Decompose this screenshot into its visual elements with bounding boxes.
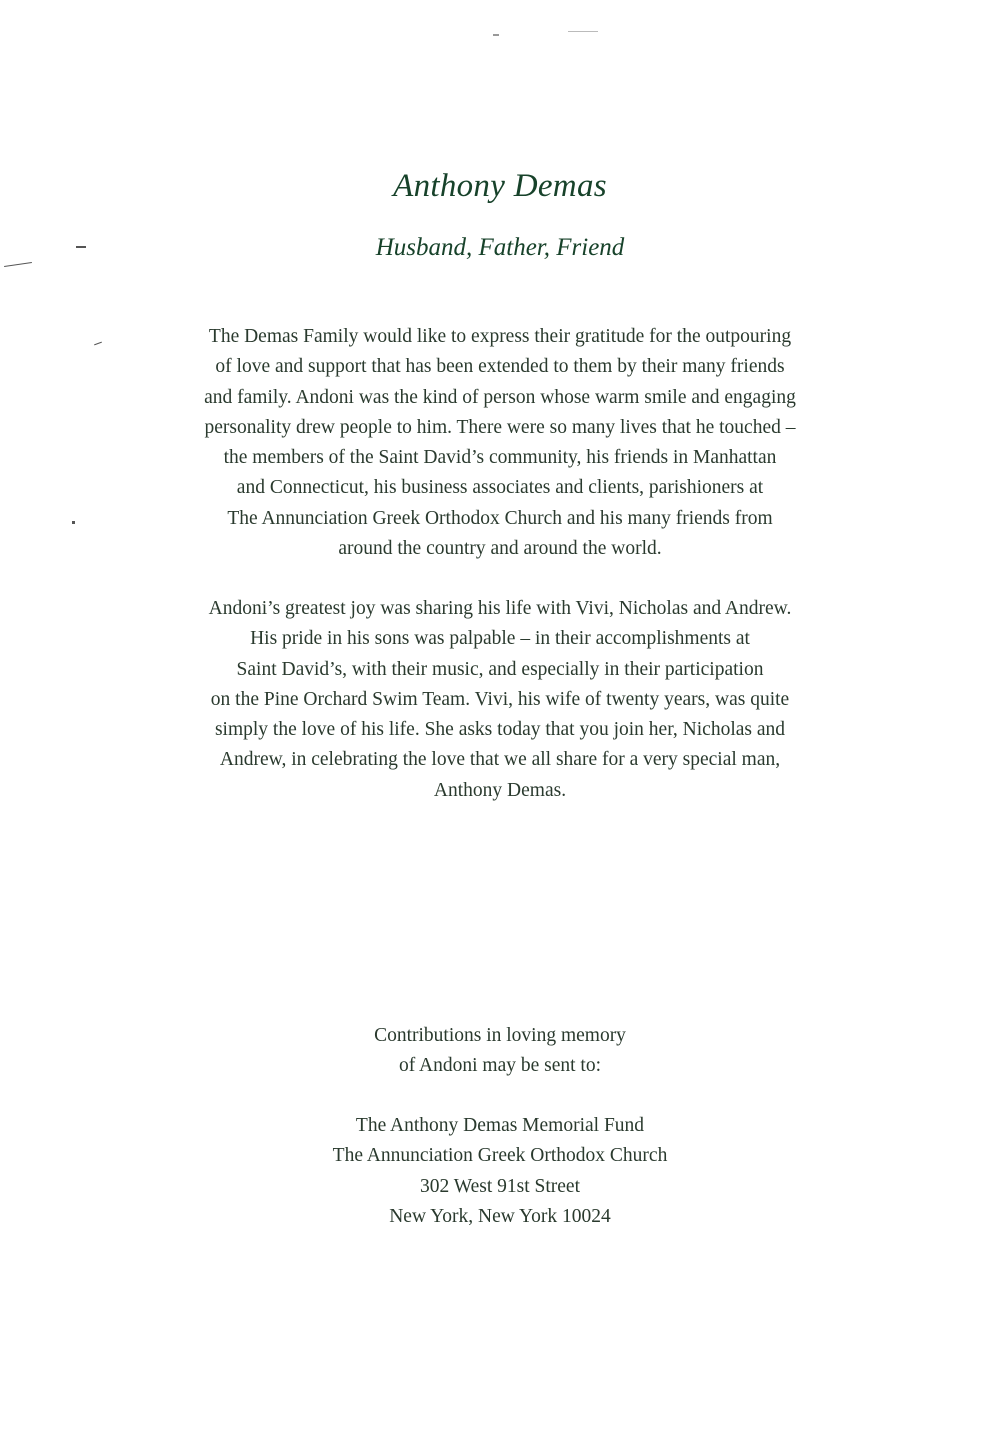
paragraph-line: His pride in his sons was palpable – in their accomplishments at [250,628,750,650]
deceased-name: Anthony Demas [393,168,607,204]
contributions-note [0,1021,1000,1082]
fund-name: The Anthony Demas Memorial Fund [355,1115,645,1136]
paragraph-line: and family. Andoni was the kind of person whose warm smile and engaging [204,386,796,408]
paragraph-line: of love and support that has been extended to them by their many friends [215,356,785,378]
mailing-address [0,1111,1000,1232]
scan-speck [568,31,598,32]
family-paragraph [0,594,1000,806]
contributions-line: Contributions in loving memory [374,1025,626,1046]
paragraph-line: simply the love of his life. She asks today that you join her, Nicholas and [214,719,786,741]
paragraph-line: around the country and around the world. [338,538,662,560]
paragraph-line: Andrew, in celebrating the love that we all share for a very special man, [219,749,781,771]
paragraph-line: Andoni’s greatest joy was sharing his life with Vivi, Nicholas and Andrew. [208,598,792,619]
paragraph-line: on the Pine Orchard Swim Team. Vivi, his wife of twenty years, was quite [210,688,790,710]
paragraph-line: the members of the Saint David’s community, his friends in Manhattan [223,447,777,469]
city-state-zip: New York, New York 10024 [389,1205,611,1227]
street-address: 302 West 91st Street [419,1175,581,1197]
paragraph-line: The Demas Family would like to express their gratitude for the outpouring [208,326,792,347]
paragraph-line: The Annunciation Greek Orthodox Church and his many friends from [227,507,773,529]
church-name: The Annunciation Greek Orthodox Church [332,1145,668,1167]
contributions-line: of Andoni may be sent to: [398,1055,602,1077]
paragraph-line: Saint David’s, with their music, and especially in their participation [236,658,764,680]
gratitude-paragraph [0,322,1000,564]
scan-speck [493,34,499,36]
scan-speck [4,262,32,267]
roles-subtitle: Husband, Father, Friend [375,234,625,261]
paragraph-line: and Connecticut, his business associates and clients, parishioners at [236,477,764,499]
paragraph-line: personality drew people to him. There were so many lives that he touched – [204,416,796,438]
paragraph-line: Anthony Demas. [433,779,567,801]
